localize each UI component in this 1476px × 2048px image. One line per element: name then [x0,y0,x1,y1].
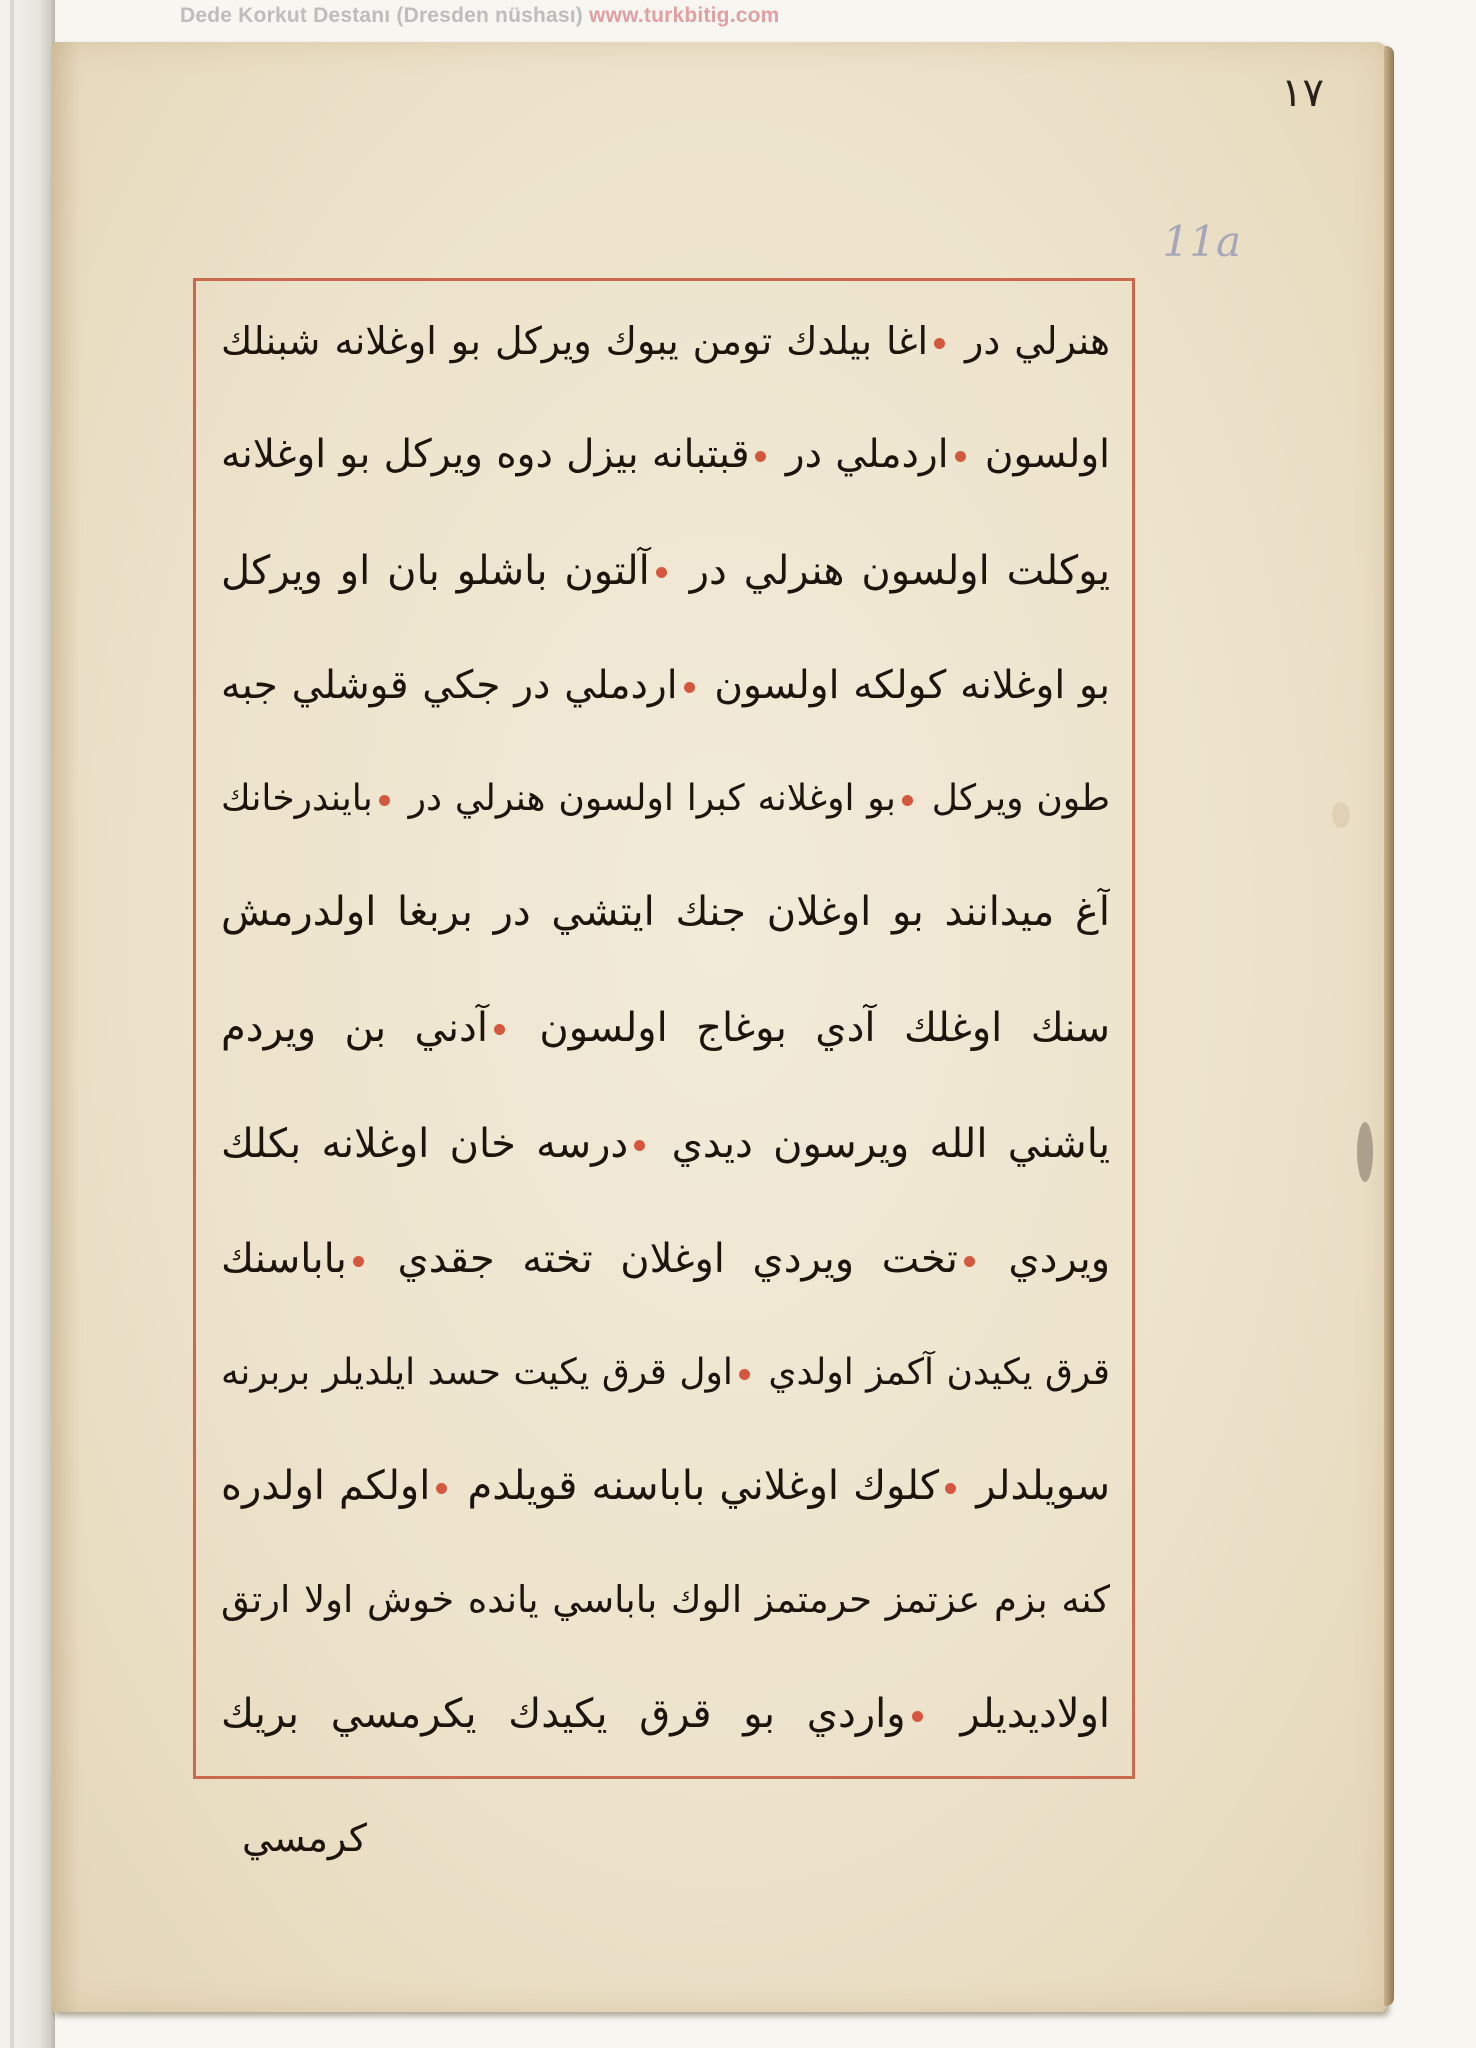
text-line [221,432,1110,479]
text-segment: آلتون باشلو بان او ويركل [221,547,650,594]
facing-page-crease [10,0,14,2048]
text-segment: يوكلت اولسون هنرلي در [689,547,1110,594]
text-segment: سويلدلر [976,1463,1110,1510]
red-punctuation-dot [912,1711,923,1722]
red-punctuation-dot [955,451,966,462]
red-punctuation-dot [353,1256,364,1267]
text-line [221,1578,1110,1622]
text-segment: واردي بو قرق يكيدك يكرمسي بريك [221,1691,906,1738]
text-line [221,1351,1110,1394]
manuscript-leaf [52,42,1386,2012]
folio-number: ١٧ [1281,70,1324,116]
text-segment: ويردي [1008,1236,1110,1283]
text-segment: بو اوغلانه كولكه اولسون [714,662,1110,708]
text-segment: آغ ميدانند بو اوغلان جنك ايتشي در بربغا اولدرمش [221,889,1110,936]
text-segment: اول قرق يكيت حسد ايلديلر بربرنه [221,1352,733,1394]
ink-mark [1332,802,1350,828]
text-segment: اردملي در جكي قوشلي جبه [221,662,678,708]
text-segment: تخت ويردي اوغلان تخته جقدي [397,1236,958,1283]
red-punctuation-dot [634,1140,645,1151]
text-line [221,1235,1110,1283]
red-punctuation-dot [755,451,766,462]
text-segment: درسه خان اوغلانه بكلك [221,1120,629,1167]
text-line [221,1004,1110,1052]
text-segment: اغا بيلدك تومن يبوك ويركل بو اوغلانه شبنلك [221,318,929,363]
text-segment: كنه بزم عزتمز حرمتمز الوك باباسي يانده خوش اولا ارتق [221,1577,1110,1621]
red-punctuation-dot [902,795,913,806]
text-segment: اردملي در [785,432,949,478]
text-segment: هنرلي در [965,318,1110,363]
text-line [221,1120,1110,1168]
pencil-foliation: 11a [1162,217,1241,266]
text-segment: اولكم اولدره [221,1463,431,1510]
red-punctuation-dot [494,1024,505,1035]
red-punctuation-dot [684,682,695,693]
text-block [221,285,1110,1772]
text-segment: اولاديديلر [960,1691,1110,1738]
red-punctuation-dot [945,1483,956,1494]
red-punctuation-dot [934,338,945,349]
catchword: كرمسي [242,1816,367,1860]
text-line [221,547,1110,595]
text-segment: بايندرخانك [221,778,373,820]
facing-page-edge [0,0,55,2048]
red-punctuation-dot [964,1256,975,1267]
text-segment: بو اوغلانه كبرا اولسون هنرلي در [408,778,896,820]
text-segment: قرق يكيدن آكمز اولدي [768,1352,1110,1394]
binding-mark [1357,1122,1373,1182]
red-punctuation-dot [436,1483,447,1494]
watermark-title: Dede Korkut Destanı (Dresden nüshası) [180,4,583,27]
text-segment: ياشني الله ويرسون ديدي [671,1120,1110,1167]
text-line [221,1462,1110,1510]
text-segment: اولسون [984,432,1110,478]
text-segment: طون ويركل [931,778,1110,820]
watermark [180,4,780,28]
text-line [221,777,1110,820]
watermark-site: www.turkbitig.com [589,4,780,27]
text-line [221,319,1110,365]
text-segment: قبتبانه بيزل دوه ويركل بو اوغلانه [221,432,750,478]
text-line [221,888,1110,936]
text-segment: سنك اوغلك آدي بوغاج اولسون [539,1004,1110,1051]
red-punctuation-dot [656,567,667,578]
red-punctuation-dot [379,795,390,806]
text-frame [193,278,1135,1779]
leaf-fore-edge [1384,46,1394,2006]
text-segment: باباسنك [221,1236,347,1283]
text-line [221,663,1110,710]
red-punctuation-dot [739,1369,750,1380]
text-line [221,1690,1110,1738]
text-segment: كلوك اوغلاني باباسنه قويلدم [467,1463,940,1510]
text-segment: آدني بن ويردم [221,1004,488,1051]
